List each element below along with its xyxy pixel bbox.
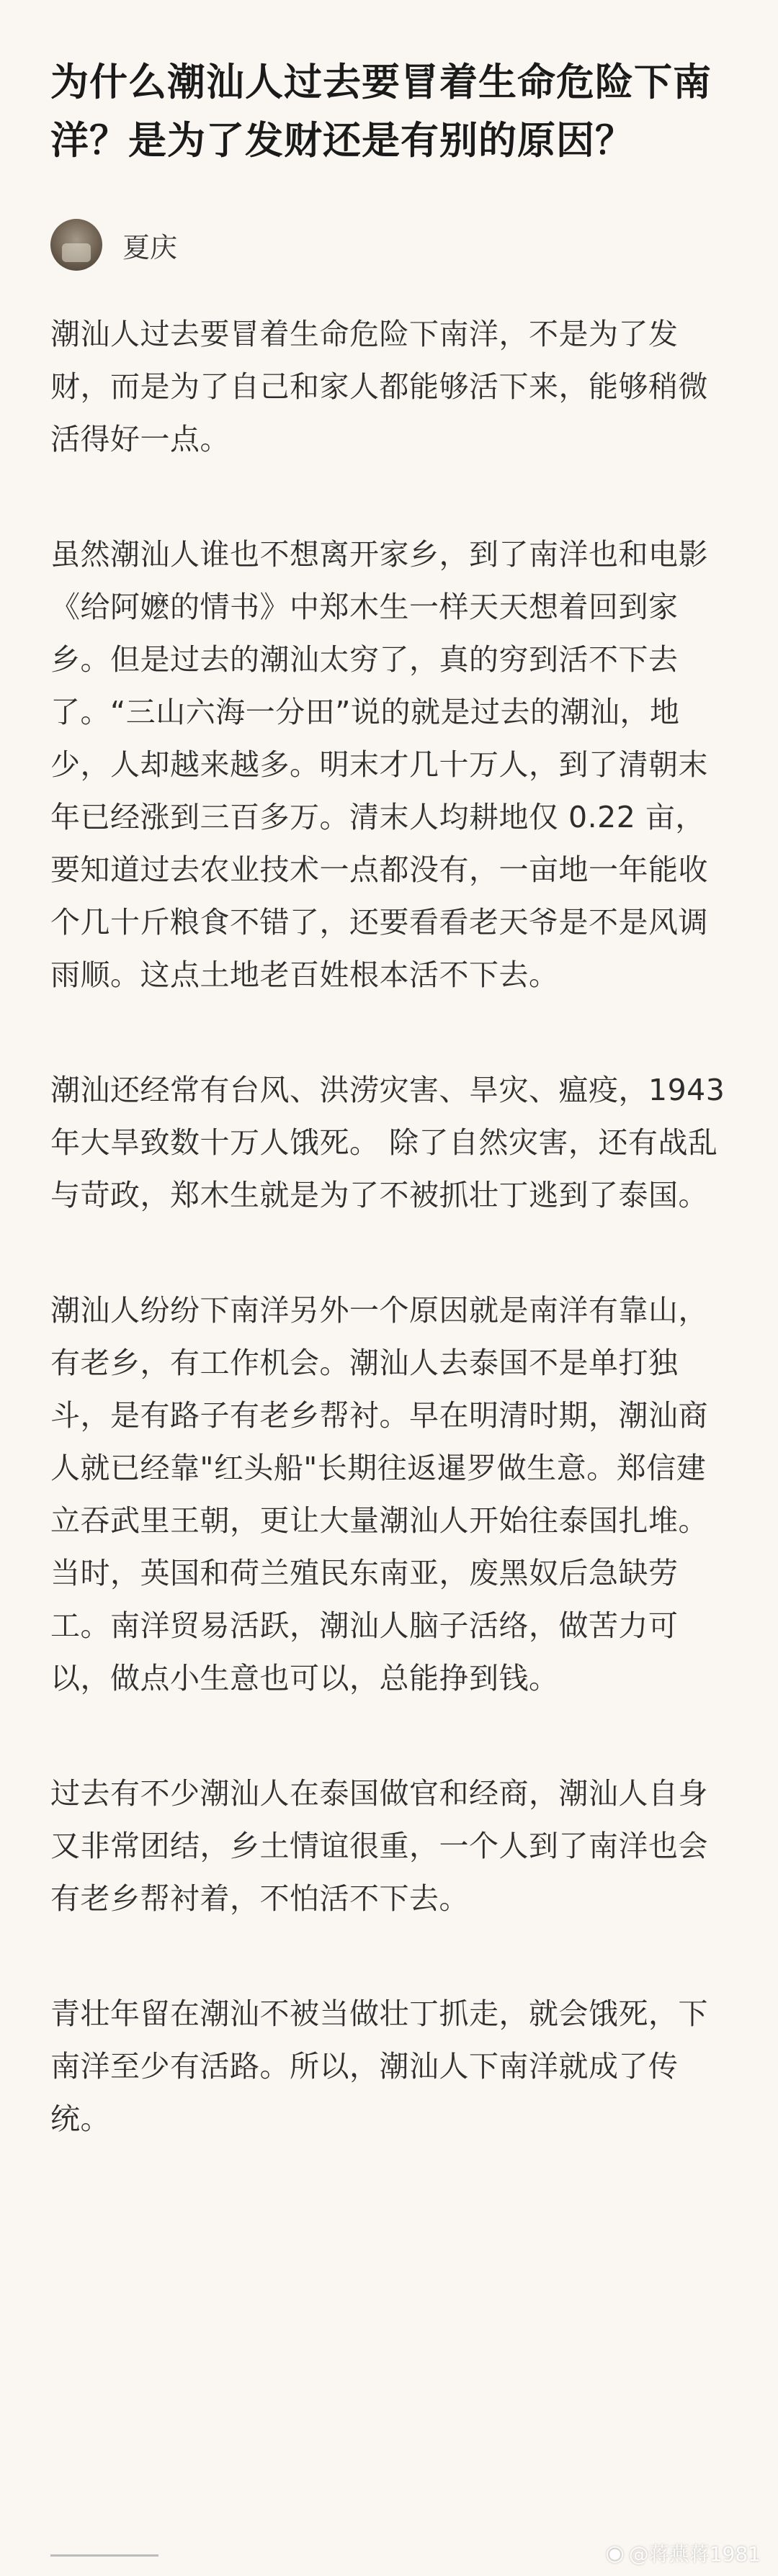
author-name[interactable]: 夏庆 bbox=[122, 231, 178, 264]
paragraph-5: 过去有不少潮汕人在泰国做官和经商，潮汕人自身又非常团结，乡土情谊很重，一个人到了南洋也会有老乡帮衬着，不怕活不下去。 bbox=[50, 1776, 708, 1916]
article bbox=[50, 0, 728, 2208]
paragraph-2: 虽然潮汕人谁也不想离开家乡，到了南洋也和电影《给阿嬷的情书》中郑木生一样天天想着回到家乡。但是过去的潮汕太穷了，真的穷到活不下去了。“三山六海一分田”说的就是过去的潮汕，地少，人却越来越多。明末才几十万人，到了清朝末年已经涨到三百多万。清末人均耕地仅 0.22 亩，要知道过去农业技术一点都没有，一亩地一年能收个几十斤粮食不错了，还要看看老天爷是不是风调雨顺。这点土地老百姓根本活不下去。 bbox=[50, 537, 708, 992]
author-avatar[interactable] bbox=[50, 219, 102, 271]
weibo-watermark bbox=[606, 2539, 761, 2567]
weibo-icon: ◉ bbox=[605, 2540, 625, 2566]
article-title: 为什么潮汕人过去要冒着生命危险下南洋？是为了发财还是有别的原因？ bbox=[50, 60, 712, 163]
author-row[interactable] bbox=[50, 216, 728, 274]
paragraph-1: 潮汕人过去要冒着生命危险下南洋，不是为了发财，而是为了自己和家人都能够活下来，能够稍微活得好一点。 bbox=[50, 317, 708, 456]
paragraph-6: 青壮年留在潮汕不被当做壮丁抓走，就会饿死，下南洋至少有活路。所以，潮汕人下南洋就成了传统。 bbox=[50, 1996, 708, 2136]
article-body bbox=[50, 308, 728, 2145]
watermark-text: @蒋燕蒋1981 bbox=[628, 2542, 761, 2566]
paragraph-3: 潮汕还经常有台风、洪涝灾害、旱灾、瘟疫，1943年大旱致数十万人饿死。 除了自然灾害，还有战乱与苛政，郑木生就是为了不被抓壮丁逃到了泰国。 bbox=[50, 1073, 725, 1212]
cutoff-text-fragment bbox=[50, 2554, 158, 2564]
paragraph-4: 潮汕人纷纷下南洋另外一个原因就是南洋有靠山，有老乡，有工作机会。潮汕人去泰国不是单打独斗，是有路子有老乡帮衬。早在明清时期，潮汕商人就已经靠"红头船"长期往返暹罗做生意。郑信建立吞武里王朝，更让大量潮汕人开始往泰国扎堆。当时，英国和荷兰殖民东南亚，废黑奴后急缺劳工。南洋贸易活跃，潮汕人脑子活络，做苦力可以，做点小生意也可以，总能挣到钱。 bbox=[50, 1293, 708, 1695]
